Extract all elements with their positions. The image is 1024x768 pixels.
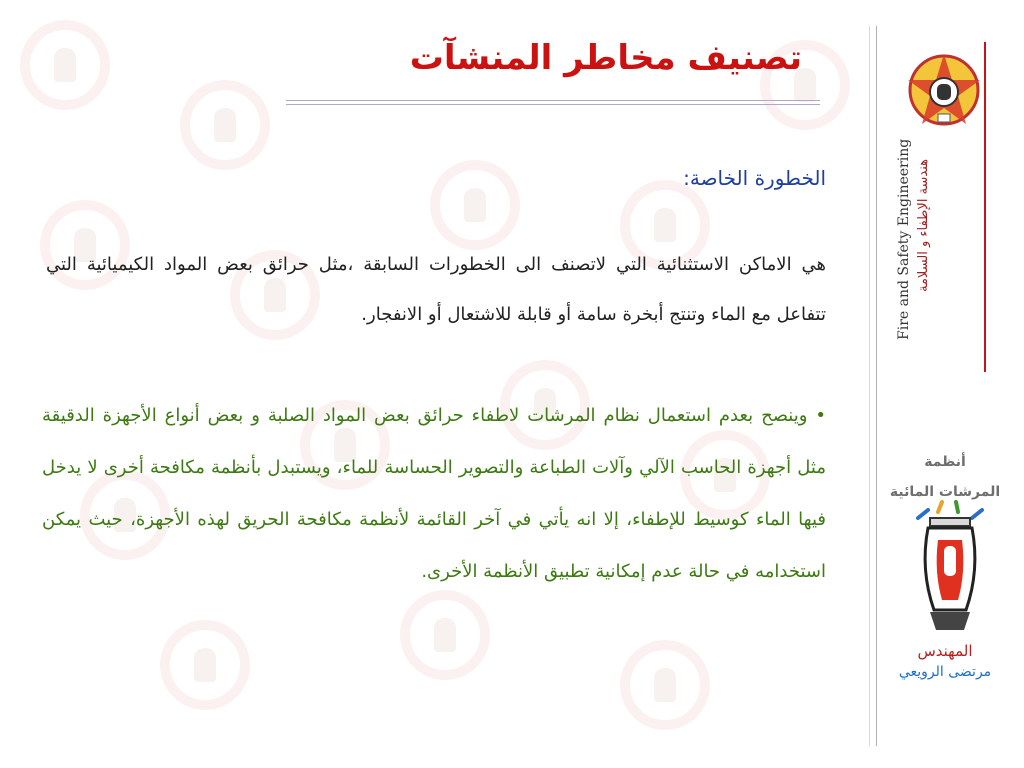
slide-title: تصنيف مخاطر المنشآت bbox=[409, 38, 802, 78]
vertical-title-english: Fire and Safety Engineering bbox=[896, 138, 912, 340]
section-heading: الخطورة الخاصة: bbox=[683, 166, 826, 190]
engineer-title: المهندس bbox=[917, 642, 973, 660]
engineer-name: مرتضى الرويعي bbox=[898, 664, 992, 680]
systems-label-line1: أنظمة bbox=[924, 454, 966, 470]
bullet-paragraph bbox=[42, 390, 826, 598]
sidebar-accent-line bbox=[984, 42, 986, 372]
title-divider-top bbox=[286, 100, 820, 101]
title-divider-bottom bbox=[286, 104, 820, 105]
fire-safety-emblem-icon bbox=[904, 50, 984, 130]
sprinkler-head-icon bbox=[900, 500, 1000, 640]
vertical-title-arabic: هندسة الإطفاء و السلامة bbox=[916, 158, 931, 292]
sidebar-divider-right bbox=[876, 26, 877, 746]
body-paragraph: هي الاماكن الاستثنائية التي لاتصنف الى الخطورات السابقة ،مثل حرائق بعض المواد الكيميائية التي تتفاعل مع الماء وتنتج أبخرة سامة أو قابلة للاشتعال أو الانفجار. bbox=[46, 254, 826, 325]
systems-label-line2: المرشات المائية bbox=[889, 484, 1001, 500]
sidebar-divider-left bbox=[869, 26, 870, 746]
bullet-text: وينصح بعدم استعمال نظام المرشات لاطفاء حرائق بعض المواد الصلبة و بعض أنواع الأجهزة الدقيقة مثل أجهزة الحاسب الآلي وآلات الطباعة والتصوير الحساسة للماء، ويستبدل بأنظمة مكافحة أخرى لا يدخل فيها الماء كوسيط للإطفاء، إلا انه يأتي في آخر القائمة لأنظمة مكافحة الحريق لهذه الأجهزة، حيث يمكن استخدامه في حالة عدم إمكانية تطبيق الأنظمة الأخرى. bbox=[42, 405, 826, 582]
bullet-marker: • bbox=[815, 405, 826, 426]
